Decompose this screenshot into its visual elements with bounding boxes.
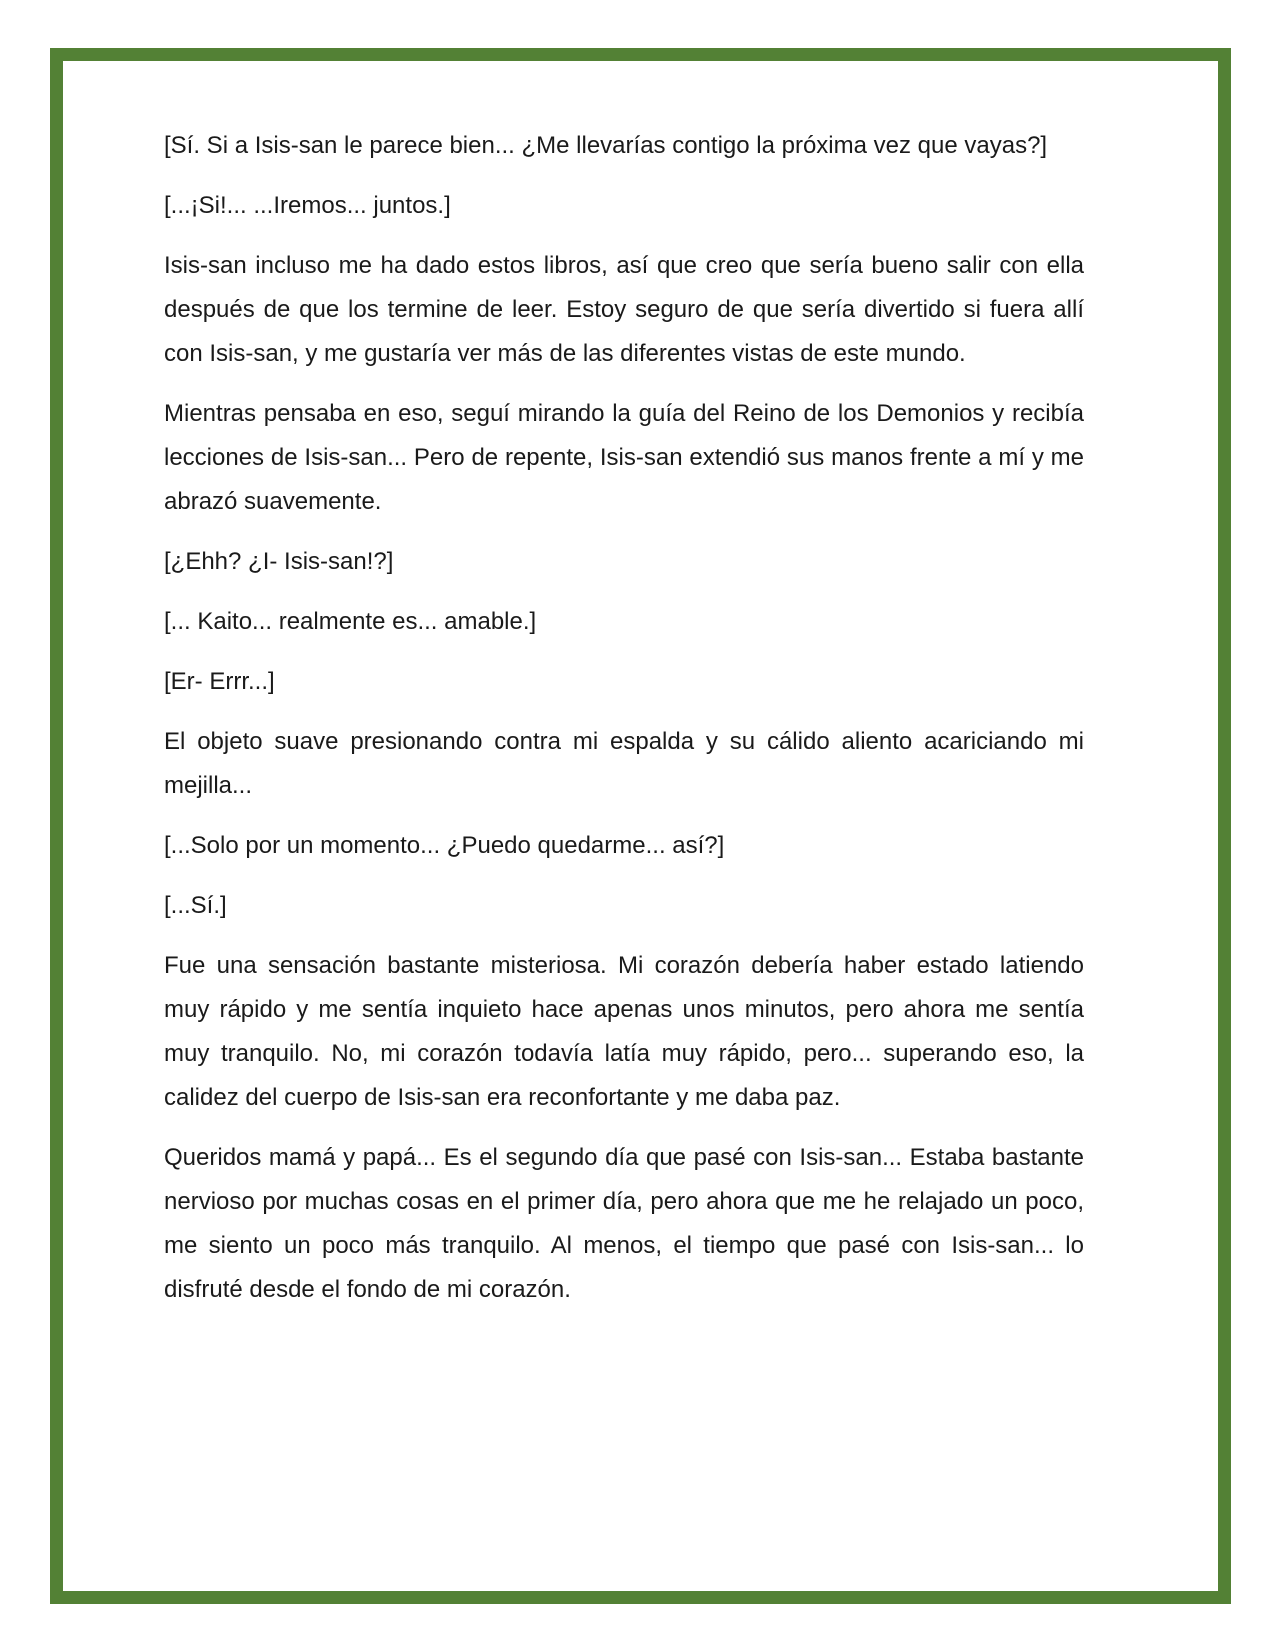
paragraph-4: Mientras pensaba en eso, seguí mirando la guía del Reino de los Demonios y recibía lecciones de Isis-san... Pero de repente, Isis-san extendió sus manos frente a mí y me abrazó suavemente. <box>164 400 1084 515</box>
document-text-body <box>164 124 1084 1328</box>
paragraph-6: [... Kaito... realmente es... amable.] <box>164 608 537 635</box>
paragraph-9: [...Solo por un momento... ¿Puedo quedarme... así?] <box>164 832 725 859</box>
paragraph-7: [Er- Errr...] <box>164 668 275 695</box>
paragraph-11: Fue una sensación bastante misteriosa. Mi corazón debería haber estado latiendo muy rápido y me sentía inquieto hace apenas unos minutos, pero ahora me sentía muy tranquilo. No, mi corazón todavía latía muy rápido, pero... superando eso, la calidez del cuerpo de Isis-san era reconfortante y me daba paz. <box>164 952 1084 1111</box>
paragraph-2: [...¡Si!... ...Iremos... juntos.] <box>164 192 451 219</box>
paragraph-12: Queridos mamá y papá... Es el segundo día que pasé con Isis-san... Estaba bastante nervioso por muchas cosas en el primer día, pero ahora que me he relajado un poco, me siento un poco más tranquilo. Al menos, el tiempo que pasé con Isis-san... lo disfruté desde el fondo de mi corazón. <box>164 1144 1084 1303</box>
paragraph-10: [...Sí.] <box>164 892 227 919</box>
paragraph-5: [¿Ehh? ¿I- Isis-san!?] <box>164 548 394 575</box>
paragraph-1: [Sí. Si a Isis-san le parece bien... ¿Me llevarías contigo la próxima vez que vayas?] <box>164 132 1048 159</box>
paragraph-3: Isis-san incluso me ha dado estos libros, así que creo que sería bueno salir con ella después de que los termine de leer. Estoy seguro de que sería divertido si fuera allí con Isis-san, y me gustaría ver más de las diferentes vistas de este mundo. <box>164 252 1084 367</box>
paragraph-8: El objeto suave presionando contra mi espalda y su cálido aliento acariciando mi mejilla... <box>164 728 1084 799</box>
